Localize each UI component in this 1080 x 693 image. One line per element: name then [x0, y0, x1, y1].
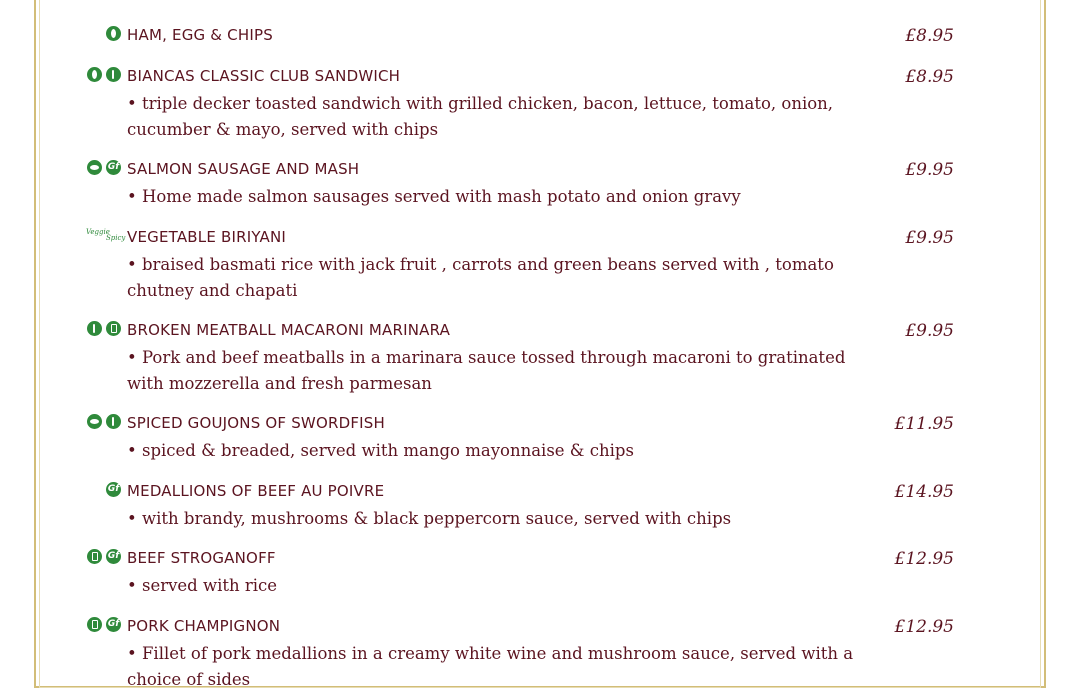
item-description: • Pork and beef meatballs in a marinara sauce tossed through macaroni to gratinated with mozzerella and fresh parmesan: [127, 348, 846, 393]
gluten-free-icon: Gf: [106, 160, 121, 175]
dairy-icon: [87, 549, 102, 564]
item-description: • Home made salmon sausages served with mash potato and onion gravy: [127, 187, 741, 206]
item-name: BIANCAS CLASSIC CLUB SANDWICH: [127, 67, 401, 85]
item-price: £9.95: [905, 160, 954, 180]
item-price: £9.95: [905, 321, 954, 341]
item-name: SALMON SAUSAGE AND MASH: [127, 160, 360, 178]
item-name: BEEF STROGANOFF: [127, 549, 276, 567]
item-price: £14.95: [894, 482, 954, 502]
gluten-free-icon: Gf: [106, 482, 121, 497]
gluten-free-icon: Gf: [106, 549, 121, 564]
item-name: VEGETABLE BIRIYANI: [127, 228, 287, 246]
item-price: £12.95: [894, 617, 954, 637]
item-description: • with brandy, mushrooms & black peppercorn sauce, served with chips: [127, 509, 732, 528]
item-description: • spiced & breaded, served with mango mayonnaise & chips: [127, 441, 634, 460]
item-price: £8.95: [905, 67, 954, 87]
item-name: MEDALLIONS OF BEEF AU POIVRE: [127, 482, 385, 500]
dietary-icons: [86, 67, 126, 85]
menu-item: [86, 617, 966, 689]
leaf-icon: [106, 26, 121, 41]
dietary-icons: [86, 482, 126, 500]
item-price: £12.95: [894, 549, 954, 569]
dairy-icon: [106, 321, 121, 336]
item-description: • triple decker toasted sandwich with grilled chicken, bacon, lettuce, tomato, onion, cucumber & mayo, served with chips: [127, 94, 834, 139]
dietary-icons: [86, 617, 126, 635]
dairy-icon: [87, 617, 102, 632]
item-description: • served with rice: [127, 576, 278, 595]
item-name: SPICED GOUJONS OF SWORDFISH: [127, 414, 385, 432]
item-price: £8.95: [905, 26, 954, 46]
dietary-icons: [86, 160, 126, 178]
dietary-icons: [86, 26, 126, 44]
item-price: £9.95: [905, 228, 954, 248]
gluten-free-icon: Gf: [106, 617, 121, 632]
dietary-icons: [86, 321, 126, 339]
leaf-icon: [87, 67, 102, 82]
veggie-label: Veggie: [86, 228, 110, 236]
item-name: BROKEN MEATBALL MACARONI MARINARA: [127, 321, 451, 339]
item-name: PORK CHAMPIGNON: [127, 617, 281, 635]
item-name: HAM, EGG & CHIPS: [127, 26, 273, 44]
dietary-icons: [86, 414, 126, 432]
veggie-spicy-icon: [86, 229, 126, 243]
spicy-label: Spicy: [106, 234, 126, 242]
wheat-icon: [106, 67, 121, 82]
dietary-icons: [86, 549, 126, 567]
item-description: • braised basmati rice with jack fruit , carrots and green beans served with , tomato chutney and chapati: [127, 255, 834, 300]
item-price: £11.95: [894, 414, 954, 434]
wheat-icon: [87, 321, 102, 336]
wheat-icon: [106, 414, 121, 429]
fish-icon: [87, 414, 102, 429]
fish-icon: [87, 160, 102, 175]
item-description: • Fillet of pork medallions in a creamy white wine and mushroom sauce, served with a choice of sides: [127, 644, 854, 689]
